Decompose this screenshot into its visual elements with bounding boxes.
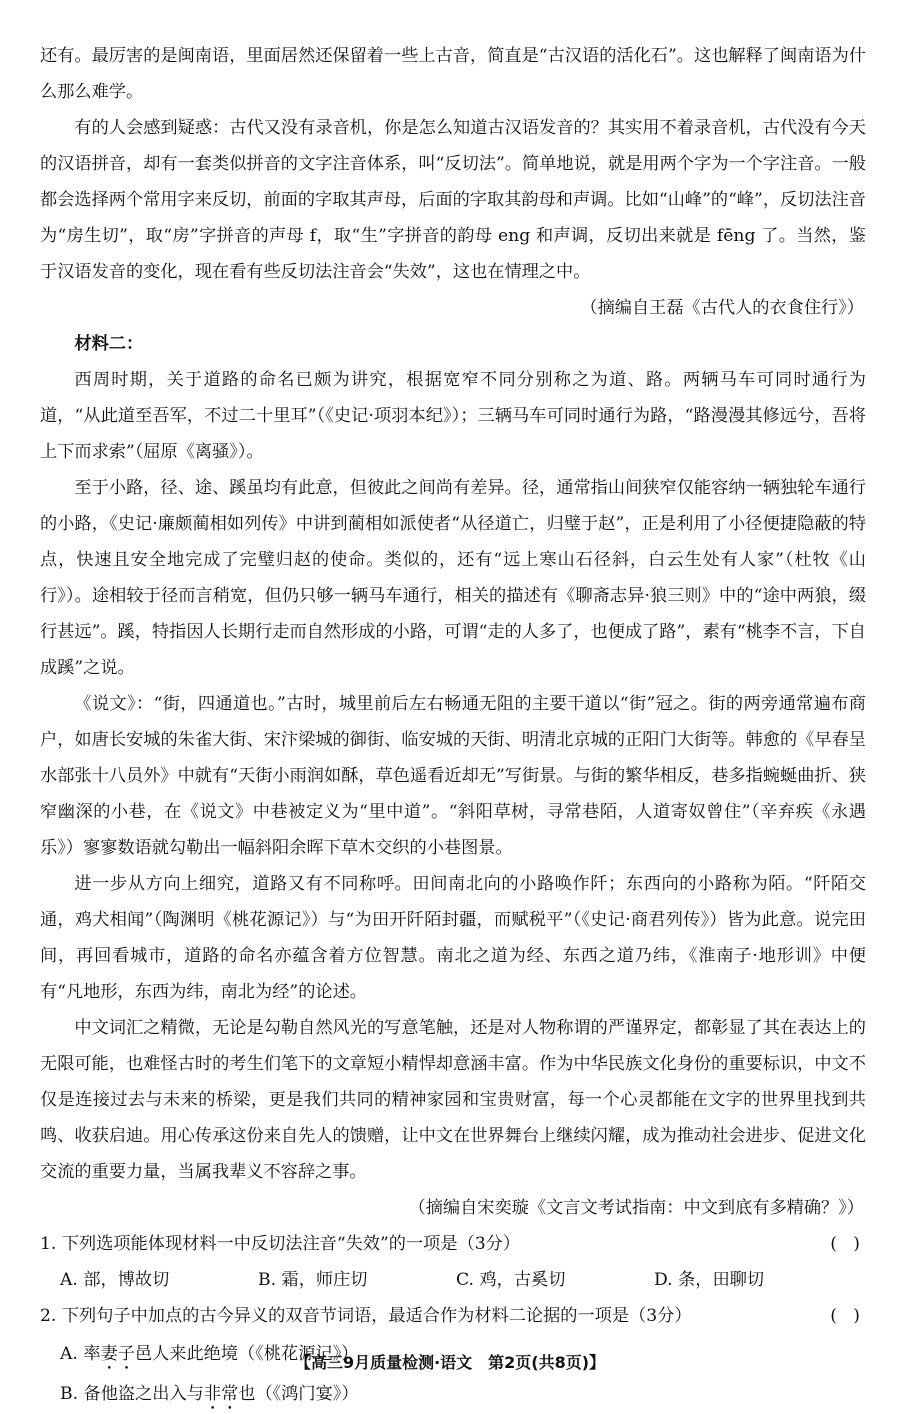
exam-page (40, 38, 866, 1414)
question-1-options (40, 1262, 866, 1298)
question-1-stem: 1. 下列选项能体现材料一中反切法注音“失效”的一项是（3分） (40, 1234, 521, 1254)
question-2 (40, 1298, 866, 1334)
material1-fanqie-paragraph: 有的人会感到疑惑：古代又没有录音机，你是怎么知道古汉语发音的？其实用不着录音机，古代没有今天的汉语拼音，却有一套类似拼音的文字注音体系，叫“反切法”。简单地说，就是用两个字为一个字注音。一般都会选择两个常用字来反切，前面的字取其声母，后面的字取其韵母和声调。比如“山峰”的“峰”，反切法注音为“房生切”，取“房”字拼音的声母 f，取“生”字拼音的韵母 eng 和声调，反切出来就是 fēng 了。当然，鉴于汉语发音的变化，现在看有些反切法注音会“失效”，这也在情理之中。 (40, 118, 866, 282)
question-1 (40, 1226, 866, 1262)
question-1-option-a: A. 部，博故切 (60, 1270, 170, 1290)
question-2-option-a-pre: A. 率 (60, 1344, 101, 1364)
question-2-option-b-post: 也（《鸿门宴》） (238, 1384, 359, 1404)
material1-source: （摘编自王磊《古代人的衣食住行》） (580, 298, 864, 318)
question-2-stem: 2. 下列句子中加点的古今异义的双音节词语，最适合作为材料二论据的一项是（3分） (40, 1306, 692, 1326)
material2-paragraph-conclusion: 中文词汇之精微，无论是勾勒自然风光的写意笔触，还是对人物称谓的严谨界定，都彰显了其在表达上的无限可能，也难怪古时的考生们笔下的文章短小精悍却意涵丰富。作为中华民族文化身份的重要标识，中文不仅是连接过去与未来的桥梁，更是我们共同的精神家园和宝贵财富，每一个心灵都能在文字的世界里找到共鸣、收获启迪。用心传承这份来自先人的馈赠，让中文在世界舞台上继续闪耀，成为推动社会进步、促进文化交流的重要力量，当属我辈义不容辞之事。 (40, 1018, 866, 1182)
question-2-option-a-dotted-word: 妻子 (100, 1344, 135, 1364)
material2-paragraph-xiaolu: 至于小路，径、途、蹊虽均有此意，但彼此之间尚有差异。径，通常指山间狭窄仅能容纳一辆独轮车通行的小路，《史记·廉颇蔺相如列传》中讲到蔺相如派使者“从径道亡，归璧于赵”，正是利用了小径便捷隐蔽的特点，快速且安全地完成了完璧归赵的使命。类似的，还有“远上寒山石径斜，白云生处有人家”（杜牧《山行》）。途相较于径而言稍宽，但仍只够一辆马车通行，相关的描述有《聊斋志异·狼三则》中的“途中两狼，缀行甚远”。蹊，特指因人长期行走而自然形成的小路，可谓“走的人多了，也便成了路”，素有“桃李不言，下自成蹊”之说。 (40, 478, 866, 678)
question-1-answer-paren: ( ) (830, 1234, 860, 1254)
question-1-option-b: B. 霜，师庄切 (258, 1270, 368, 1290)
material2-source: （摘编自宋奕璇《文言文考试指南：中文到底有多精确？》） (408, 1198, 864, 1218)
material1-continuation: 还有。最厉害的是闽南语，里面居然还保留着一些上古音，简直是“古汉语的活化石”。这也解释了闽南语为什么那么难学。 (40, 46, 866, 102)
material2-paragraph-dao-lu: 西周时期，关于道路的命名已颇为讲究，根据宽窄不同分别称之为道、路。两辆马车可同时通行为道，“从此道至吾军，不过二十里耳”（《史记·项羽本纪》）；三辆马车可同时通行为路，“路漫漫其修远兮，吾将上下而求索”（屈原《离骚》）。 (40, 370, 866, 462)
material2-paragraph-jie-xiang: 《说文》：“街，四通道也。”古时，城里前后左右畅通无阻的主要干道以“街”冠之。街的两旁通常遍布商户，如唐长安城的朱雀大街、宋汴梁城的御街、临安城的天街、明清北京城的正阳门大街等。韩愈的《早春呈水部张十八员外》中就有“天街小雨润如酥，草色遥看近却无”写街景。与街的繁华相反，巷多指蜿蜒曲折、狭窄幽深的小巷，在《说文》中巷被定义为“里中道”。“斜阳草树，寻常巷陌，人道寄奴曾住”（辛弃疾《永遇乐》）寥寥数语就勾勒出一幅斜阳余晖下草木交织的小巷图景。 (40, 694, 866, 858)
question-2-option-b (40, 1374, 866, 1414)
material2-paragraph-qian-mo: 进一步从方向上细究，道路又有不同称呼。田间南北向的小路唤作阡；东西向的小路称为陌。“阡陌交通，鸡犬相闻”（陶渊明《桃花源记》）与“为田开阡陌封疆，而赋税平”（《史记·商君列传》）皆为此意。说完田间，再回看城市，道路的命名亦蕴含着方位智慧。南北之道为经、东西之道乃纬，《淮南子·地形训》中便有“凡地形，东西为纬，南北为经”的论述。 (40, 874, 866, 1002)
page-footer: 【高三9月质量检测·语文 第2页(共8页)】 (294, 1353, 606, 1372)
question-1-option-c: C. 鸡，古奚切 (456, 1270, 566, 1290)
question-1-option-d: D. 条，田聊切 (654, 1270, 765, 1290)
question-2-answer-paren: ( ) (830, 1306, 860, 1326)
question-2-option-b-dotted-word: 非常 (203, 1384, 239, 1404)
question-2-option-a-post: 邑人来此绝境（《桃花源记》） (134, 1344, 359, 1364)
question-2-option-b-pre: B. 备他盗之出入与 (60, 1384, 204, 1404)
material2-heading: 材料二： (74, 334, 144, 354)
